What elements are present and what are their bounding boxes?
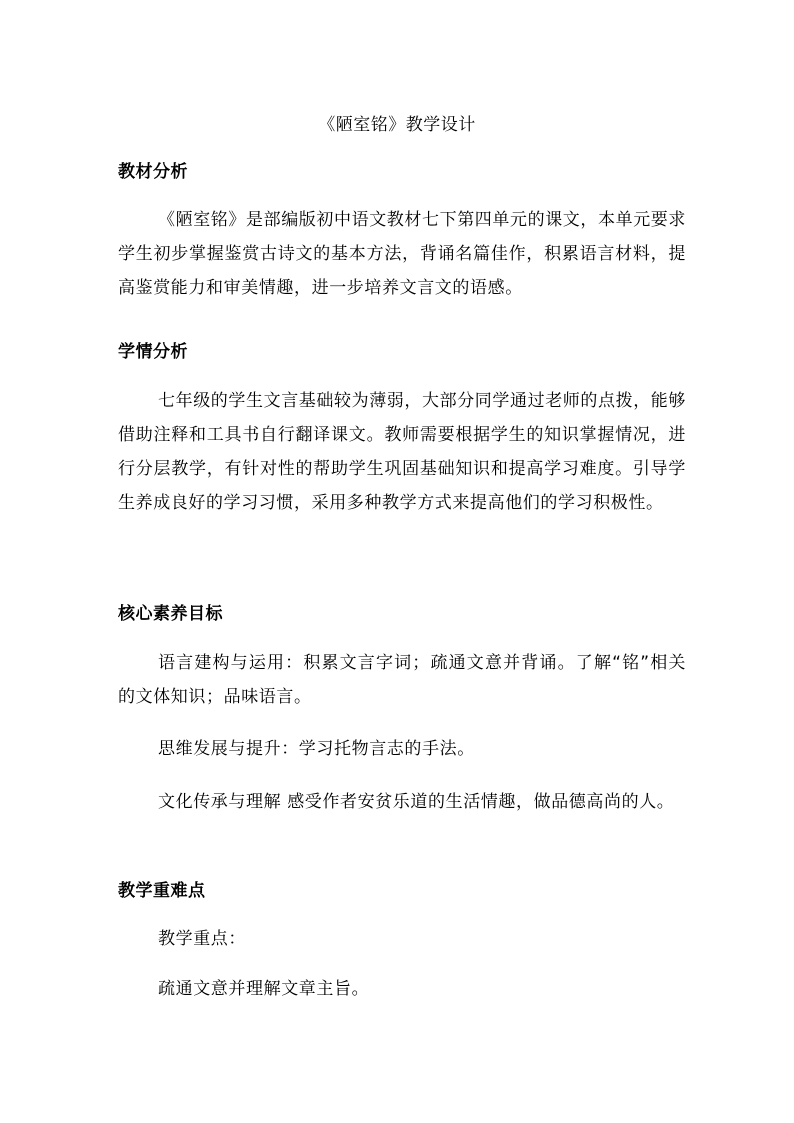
paragraph-textbook-analysis: 《陋室铭》是部编版初中语文教材七下第四单元的课文，本单元要求学生初步掌握鉴赏古诗文的基本方法，背诵名篇佳作，积累语言材料，提高鉴赏能力和审美情趣，进一步培养文言文的语感。 — [118, 210, 686, 298]
paragraph-key-points-label: 教学重点： — [158, 929, 246, 949]
section-heading-learner-analysis: 学情分析 — [118, 342, 188, 362]
paragraph-goal-thinking: 思维发展与提升：学习托物言志的手法。 — [158, 739, 475, 759]
paragraph-learner-analysis: 七年级的学生文言基础较为薄弱，大部分同学通过老师的点拨，能够借助注释和工具书自行翻译课文。教师需要根据学生的知识掌握情况，进行分层教学，有针对性的帮助学生巩固基础知识和提高学习难度。引导学生养成良好的学习习惯，采用多种教学方式来提高他们的学习积极性。 — [118, 391, 686, 513]
paragraph-key-points: 疏通文意并理解文章主旨。 — [158, 979, 370, 999]
section-heading-core-literacy-goals: 核心素养目标 — [118, 604, 223, 624]
section-heading-key-difficulties: 教学重难点 — [118, 881, 206, 901]
document-title: 《陋室铭》教学设计 — [318, 115, 476, 135]
paragraph-goal-language: 语言建构与运用：积累文言字词；疏通文意并背诵。了解“铭”相关的文体知识；品味语言。 — [118, 653, 686, 707]
section-heading-textbook-analysis: 教材分析 — [118, 162, 188, 182]
paragraph-goal-culture: 文化传承与理解 感受作者安贫乐道的生活情趣，做品德高尚的人。 — [158, 792, 675, 812]
